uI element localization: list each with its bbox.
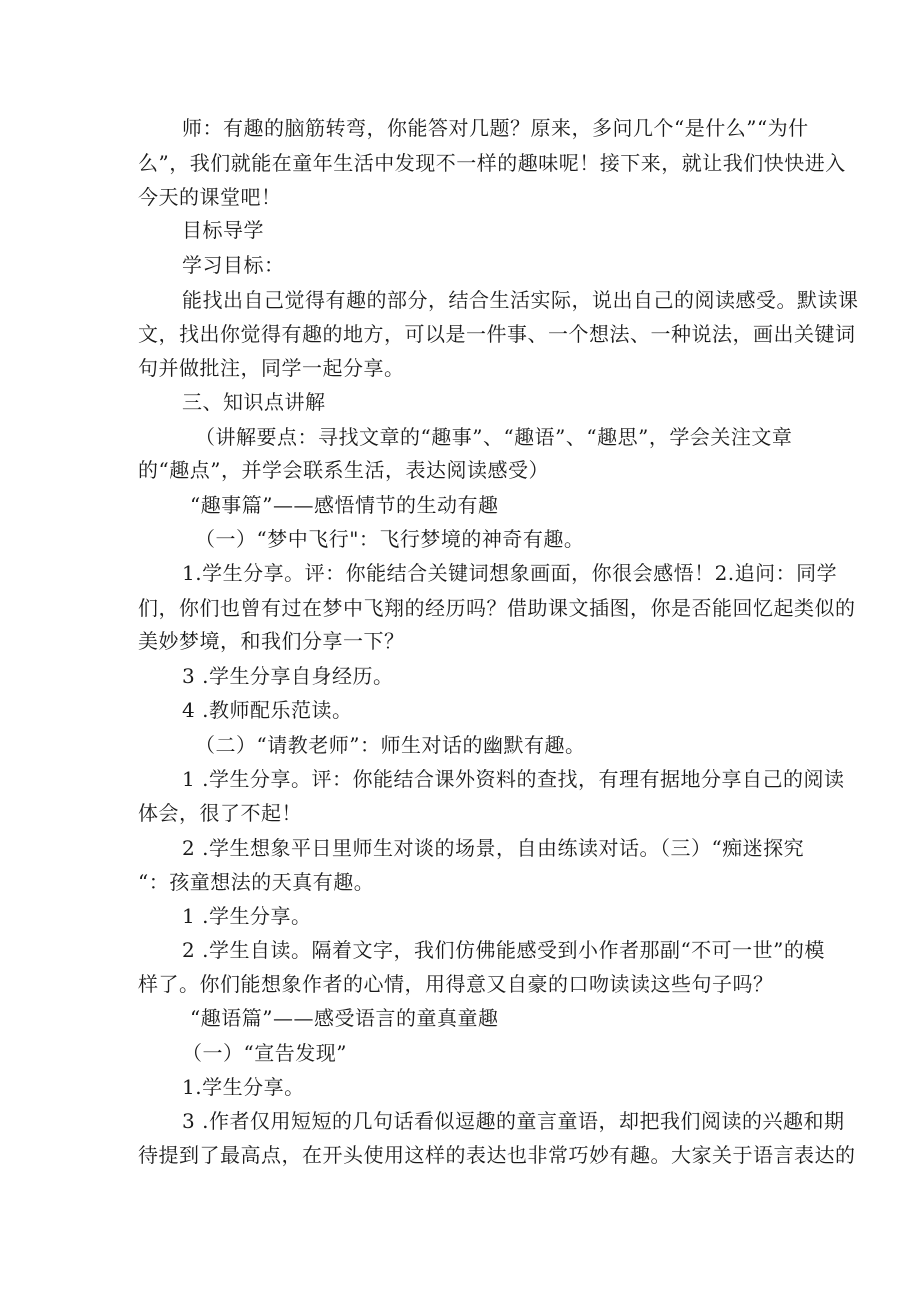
list-item: 3 .学生分享自身经历。 <box>182 664 394 688</box>
paragraph-line: 句并做批注，同学一起分享。 <box>138 356 405 380</box>
paragraph-line: 体会，很了不起！ <box>138 801 302 825</box>
paragraph-line: 能找出自己觉得有趣的部分，结合生活实际，说出自己的阅读感受。默读课 <box>182 288 859 312</box>
section-heading: 三、知识点讲解 <box>182 390 326 414</box>
paragraph-line: 2 .学生自读。隔着文字，我们仿佛能感受到小作者那副“不可一世”的模 <box>182 938 825 962</box>
paragraph-line: 2 .学生想象平日里师生对谈的场景，自由练读对话。（三）“痴迷探究 <box>182 836 805 860</box>
subsection-heading: （一）“梦中飞行"：飞行梦境的神奇有趣。 <box>195 527 585 551</box>
paragraph-line: “：孩童想法的天真有趣。 <box>138 870 375 894</box>
paragraph-line: 1 .学生分享。评：你能结合课外资料的查找，有理有据地分享自己的阅读 <box>182 767 845 791</box>
paragraph-line: 待提到了最高点，在开头使用这样的表达也非常巧妙有趣。大家关于语言表达的 <box>138 1143 856 1167</box>
subsection-heading: “趣事篇”——感悟情节的生动有趣 <box>190 493 499 517</box>
paragraph-line: 的“趣点”，并学会联系生活，表达阅读感受） <box>138 458 549 482</box>
paragraph-line: 1.学生分享。评：你能结合关键词想象画面，你很会感悟！2.追问：同学 <box>182 561 838 585</box>
paragraph-line: 样了。你们能想象作者的心情，用得意又自豪的口吻读读这些句子吗？ <box>138 972 774 996</box>
paragraph-line: 们，你们也曾有过在梦中飞翔的经历吗？借助课文插图，你是否能回忆起类似的 <box>138 596 856 620</box>
section-heading: 学习目标： <box>182 253 285 277</box>
subsection-heading: “趣语篇”——感受语言的童真童趣 <box>190 1006 499 1030</box>
paragraph-line: 文，找出你觉得有趣的地方，可以是一件事、一个想法、一种说法，画出关键词 <box>138 322 856 346</box>
list-item: 4 .教师配乐范读。 <box>182 698 353 722</box>
paragraph-line: 今天的课堂吧！ <box>138 185 282 209</box>
paragraph-line: （讲解要点：寻找文章的“趣事”、“趣语”、“趣思”，学会关注文章 <box>195 425 793 449</box>
subsection-heading: （一）“宣告发现” <box>182 1041 347 1065</box>
paragraph-line: 3 .作者仅用短短的几句话看似逗趣的童言童语，却把我们阅读的兴趣和期 <box>182 1109 845 1133</box>
section-heading: 目标导学 <box>182 218 264 242</box>
list-item: 1 .学生分享。 <box>182 904 312 928</box>
paragraph-line: 师：有趣的脑筋转弯，你能答对几题？原来，多问几个“是什么”“为什 <box>182 116 809 140</box>
paragraph-line: 么”，我们就能在童年生活中发现不一样的趣味呢！接下来，就让我们快快进入 <box>138 151 846 175</box>
paragraph-line: 美妙梦境，和我们分享一下？ <box>138 629 405 653</box>
list-item: 1.学生分享。 <box>182 1075 305 1099</box>
subsection-heading: （二）“请教老师”：师生对话的幽默有趣。 <box>195 733 586 757</box>
